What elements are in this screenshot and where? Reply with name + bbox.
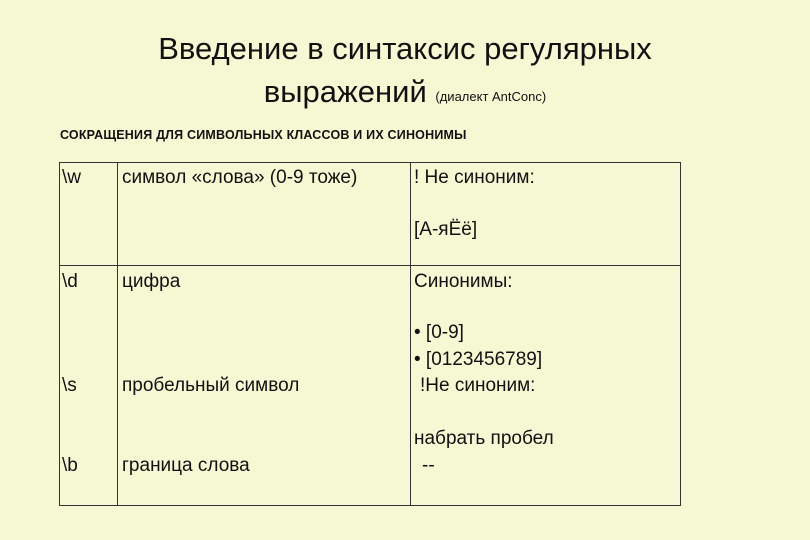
note-synonyms-label: Синонимы: [414, 271, 513, 292]
description-d: цифра [122, 271, 181, 292]
code-b: \b [62, 455, 78, 476]
slide-title-line1: Введение в синтаксис регулярных [158, 31, 652, 66]
note-synonym-list: • [0123456789] [414, 349, 543, 370]
code-d: \d [62, 271, 78, 292]
table-border-top [59, 162, 681, 163]
note-not-synonym-d: !Не синоним: [420, 375, 536, 396]
table-border-left [59, 162, 60, 506]
table-column-divider-2 [410, 162, 411, 506]
note-class-w: [А-яЁё] [414, 219, 478, 240]
table-border-bottom [59, 505, 681, 506]
table-column-divider-1 [117, 162, 118, 506]
description-b: граница слова [122, 455, 250, 476]
table-border-right [680, 162, 681, 506]
note-type-space: набрать пробел [414, 428, 554, 449]
code-s: \s [62, 375, 77, 396]
section-heading: СОКРАЩЕНИЯ ДЛЯ СИМВОЛЬНЫХ КЛАССОВ И ИХ СИНОНИМЫ [60, 128, 467, 142]
code-w: \w [62, 167, 81, 188]
note-not-synonym-w: ! Не синоним: [414, 167, 535, 188]
slide-title-main: выражений [263, 74, 427, 109]
slide-title-line2 [0, 72, 810, 118]
slide-title-dialect: (диалект AntConc) [435, 89, 547, 104]
note-synonym-range: • [0-9] [414, 322, 464, 343]
note-dashes: -- [422, 455, 435, 476]
table-row-divider [59, 265, 681, 266]
description-w: символ «слова» (0-9 тоже) [122, 167, 358, 188]
description-s: пробельный символ [122, 375, 300, 396]
